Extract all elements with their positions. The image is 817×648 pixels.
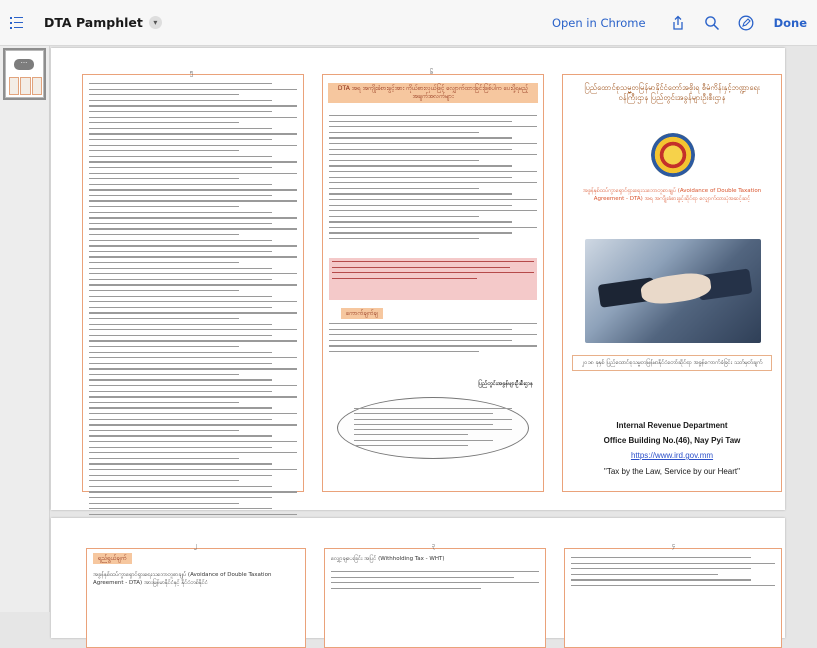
handshake-image [585,239,761,343]
document-viewer[interactable] [51,46,817,612]
body-text [329,115,537,244]
page1-column-2 [322,69,544,492]
pdf-page-1 [51,48,785,510]
page2-column-2 [324,542,546,648]
signature-image [337,397,529,459]
search-icon[interactable] [704,15,720,31]
page-number: ၂ [194,542,197,549]
toolbar-left [0,12,162,34]
top-toolbar [0,0,817,46]
office-address: Office Building No.(46), Nay Pyi Taw [603,436,741,445]
chevron-down-icon[interactable]: ▾ [149,16,162,29]
page-thumbnail[interactable] [5,50,44,98]
pdf-page-2 [51,518,785,638]
cover-subtitle: အခွန်နှစ်ထပ်ကွာရှောင်ရှားရေးသဘောတူစာချုပ် (Avoidance of Double Taxation Agreement - DTA) အရ အကျိုးခံစားခွင့်ဆိုင်ရာ လျှောက်ထားပုံအဆင့်ဆင့် [582,188,762,202]
page-number: ၅ [190,69,194,76]
section-tag: ကောက်ချက်ချ [341,308,383,319]
slogan: "Tax by the Law, Service by our Heart" [604,467,740,476]
body-text: အခွန်နှစ်ထပ်ကွာရှောင်ရှားရေးသဘောတူစာချုပ် (Avoidance of Double Taxation Agreement - DTA) အားမြန်မာနိုင်ငံနှင့် နိုင်ငံတစ်နိုင်ငံ [93,572,272,586]
page2-column-3 [564,542,782,648]
page2-column-1 [86,542,306,648]
department-name: Internal Revenue Department [616,421,728,430]
thumbnail-preview [9,77,42,95]
page-number: ၆ [430,69,434,76]
body-text [89,83,297,575]
page1-column-1 [82,69,304,492]
body-text: လျှော့ချပေးခြင်း အပြင် (Withholding Tax - WHT) [331,556,445,562]
cover-note: ၂၀၁၈ ခုနှစ် ပြည်ထောင်စုသမ္မတမြန်မာနိုင်ငံတော်ဆိုင်ရာ အခွန်ကောက်ခံခြင်း သတ်မှတ်ချက် [572,355,772,371]
website-link[interactable]: https://www.ird.gov.mm [630,451,714,460]
section-heading: DTA အရ အကျိုးခံစားခွင့်အား ကိုယ်စားလှယ်ဖြင့် လျှောက်ထားခြင်းဖြစ်ပါက ပေးပို့ရမည့် အချက်အလက်များ [328,83,538,103]
toolbar-right [552,0,807,46]
highlight-note [329,258,537,300]
cover-title: ပြည်ထောင်စုသမ္မတမြန်မာနိုင်ငံတော်အစိုးရ စီမံကိန်းနှင့်ဘဏ္ဍာရေးဝန်ကြီးဌာန ပြည်တွင်းအခွန်များဦးစီးဌာန [584,83,760,102]
list-icon[interactable] [10,12,32,34]
page-number: ၄ [672,542,676,549]
thumbnail-sidebar [0,46,50,612]
page1-column-3-cover [562,74,782,492]
document-title[interactable]: DTA Pamphlet [44,15,143,30]
page-number: ၃ [432,542,436,549]
open-in-chrome-button[interactable]: Open in Chrome [551,16,646,30]
more-icon[interactable]: ··· [14,59,34,70]
section-tag: ရည်ရွယ်ချက် [93,553,132,564]
share-icon[interactable] [670,15,686,31]
done-button[interactable]: Done [773,16,807,30]
markup-icon[interactable] [738,15,754,31]
signature-line: ပြည်တွင်းအခွန်များဦးစီးဌာန [478,381,533,387]
ministry-seal [651,133,695,177]
body-text [329,323,537,357]
